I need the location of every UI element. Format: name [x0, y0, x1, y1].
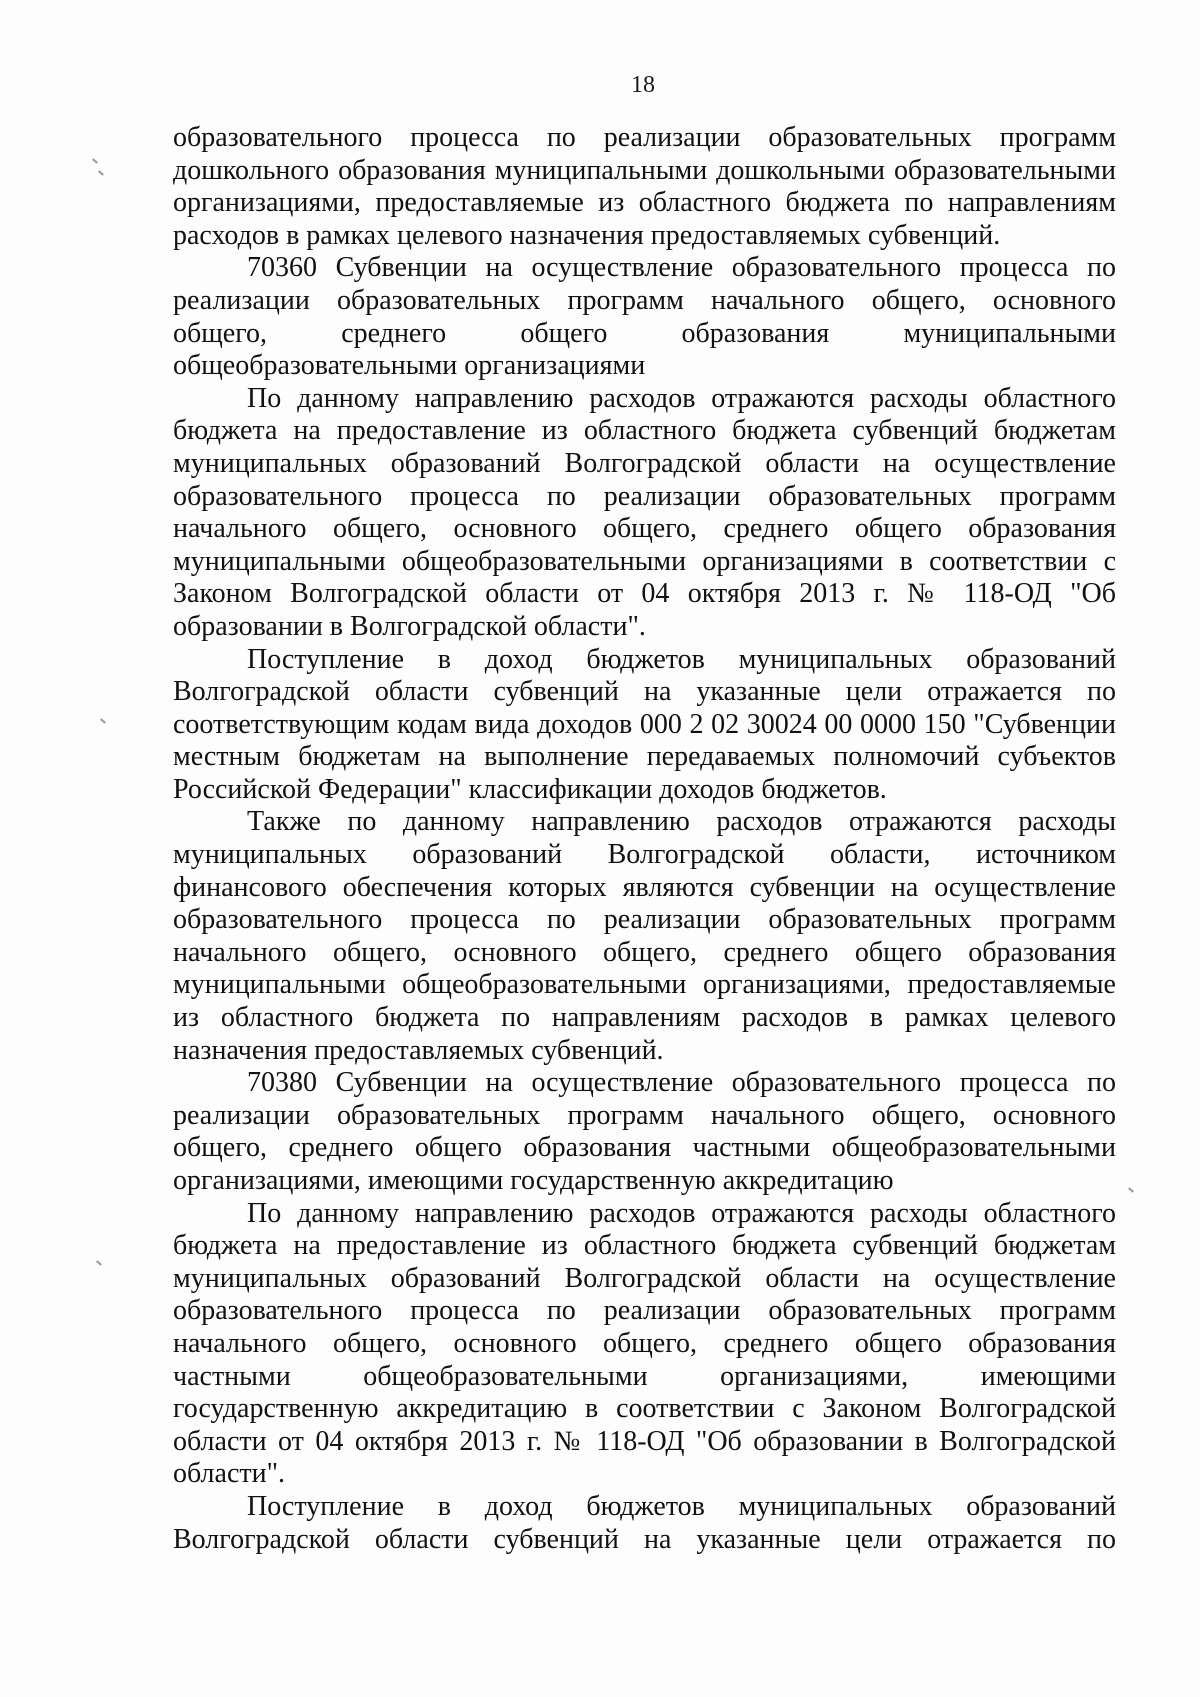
paragraph: Поступление в доход бюджетов муниципальных образований Волгоградской области субвенций на указанные цели отражается по соответствующим кодам вида доходов 000 2 02 30024 00 0000 150 "Субвенции местным бюджетам на выполнение передаваемых полномочий субъектов Российской Федерации" классификации доходов бюджетов.	[173, 643, 1116, 805]
document-body	[173, 122, 1116, 1556]
paragraph: По данному направлению расходов отражаются расходы областного бюджета на предоставление из областного бюджета субвенций бюджетам муниципальных образований Волгоградской области на осуществление образовательного процесса по реализации образовательных программ начального общего, основного общего, среднего общего образования частными общеобразовательными организациями, имеющими государственную аккредитацию в соответствии с Законом Волгоградской области от 04 октября 2013 г. № 118-ОД "Об образовании в Волгоградской области".	[173, 1197, 1116, 1490]
scan-artifact-mark	[1128, 1187, 1134, 1192]
scan-artifact-mark	[96, 1260, 102, 1265]
scan-artifact-mark	[98, 170, 104, 175]
scan-artifact-mark	[100, 718, 106, 723]
paragraph-continuation: образовательного процесса по реализации образовательных программ дошкольного образования муниципальными дошкольными образовательными организациями, предоставляемые из областного бюджета по направлениям расходов в рамках целевого назначения предоставляемых субвенций.	[173, 122, 1116, 251]
paragraph: По данному направлению расходов отражаются расходы областного бюджета на предоставление из областного бюджета субвенций бюджетам муниципальных образований Волгоградской области на осуществление образовательного процесса по реализации образовательных программ начального общего, основного общего, среднего общего образования муниципальными общеобразовательными организациями в соответствии с Законом Волгоградской области от 04 октября 2013 г. № 118-ОД "Об образовании в Волгоградской области".	[173, 382, 1116, 642]
scan-artifact-mark	[92, 158, 98, 163]
page-number: 18	[631, 72, 655, 98]
paragraph-heading-70380: 70380 Субвенции на осуществление образовательного процесса по реализации образовательных программ начального общего, основного общего, среднего общего образования частными общеобразовательными организациями, имеющими государственную аккредитацию	[173, 1067, 1116, 1196]
paragraph: Также по данному направлению расходов отражаются расходы муниципальных образований Волгоградской области, источником финансового обеспечения которых являются субвенции на осуществление образовательного процесса по реализации образовательных программ начального общего, основного общего, среднего общего образования муниципальными общеобразовательными организациями, предоставляемые из областного бюджета по направлениям расходов в рамках целевого назначения предоставляемых субвенций.	[173, 806, 1116, 1066]
paragraph-continued: Поступление в доход бюджетов муниципальных образований Волгоградской области субвенций на указанные цели отражается по	[173, 1490, 1116, 1555]
paragraph-heading-70360: 70360 Субвенции на осуществление образовательного процесса по реализации образовательных программ начального общего, основного общего, среднего общего образования муниципальными общеобразовательными организациями	[173, 252, 1116, 382]
